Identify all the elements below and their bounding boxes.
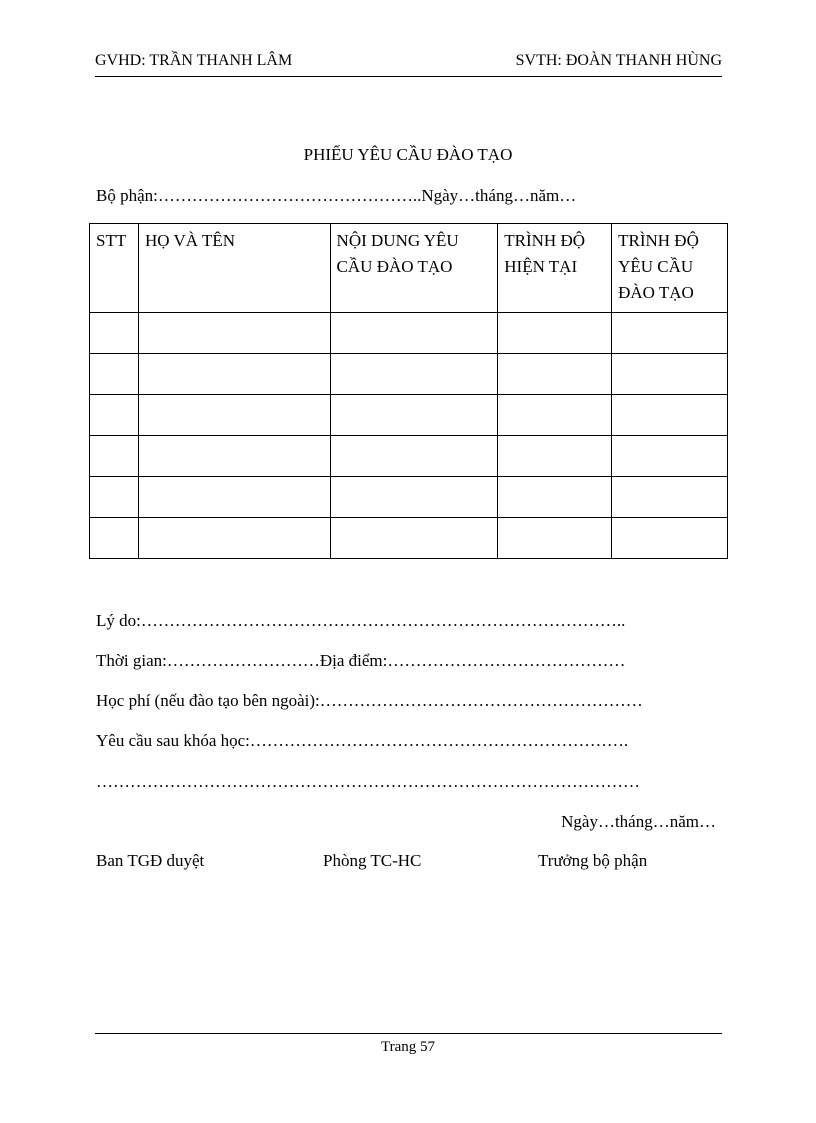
- table-cell[interactable]: [90, 477, 139, 518]
- table-cell[interactable]: [90, 313, 139, 354]
- table-header-row: [90, 224, 728, 313]
- table-cell[interactable]: [138, 313, 330, 354]
- table-row: [90, 436, 728, 477]
- post-course-requirement-field: Yêu cầu sau khóa học:………………………………………………………….: [96, 731, 629, 750]
- table-cell[interactable]: [612, 518, 728, 559]
- table-cell[interactable]: [612, 354, 728, 395]
- continuation-line: ……………………………………………………………………………………: [96, 772, 640, 791]
- department-date-line: Bộ phận:………………………………………..Ngày…tháng…năm…: [96, 186, 577, 205]
- table-cell[interactable]: [138, 518, 330, 559]
- signature-department-head: Trưởng bộ phận: [538, 851, 648, 870]
- table-cell[interactable]: [90, 436, 139, 477]
- table-cell[interactable]: [330, 518, 498, 559]
- header-student: SVTH: ĐOÀN THANH HÙNG: [515, 52, 722, 69]
- training-request-table: [89, 223, 728, 559]
- table-cell[interactable]: [138, 436, 330, 477]
- form-title: PHIẾU YÊU CẦU ĐÀO TẠO: [303, 145, 513, 164]
- table-cell[interactable]: [498, 354, 612, 395]
- table-cell[interactable]: [612, 395, 728, 436]
- table-cell[interactable]: [330, 395, 498, 436]
- table-cell[interactable]: [90, 354, 139, 395]
- table-row: [90, 518, 728, 559]
- header-instructor: GVHD: TRẦN THANH LÂM: [95, 52, 293, 69]
- table-cell[interactable]: [330, 354, 498, 395]
- table-cell[interactable]: [330, 436, 498, 477]
- reason-field: Lý do:…………………………………………………………………………..: [96, 611, 626, 630]
- table-cell[interactable]: [612, 436, 728, 477]
- table-row: [90, 313, 728, 354]
- column-header-stt: STT: [90, 224, 139, 313]
- table-cell[interactable]: [330, 313, 498, 354]
- signature-board: Ban TGĐ duyệt: [96, 851, 205, 870]
- column-header-required-level: TRÌNH ĐỘ YÊU CẦU ĐÀO TẠO: [612, 224, 728, 313]
- fee-field: Học phí (nếu đào tạo bên ngoài):…………………………………………………: [96, 691, 643, 710]
- signature-date-line: Ngày…tháng…năm…: [561, 812, 716, 831]
- table-cell[interactable]: [498, 518, 612, 559]
- table-row: [90, 395, 728, 436]
- table-row: [90, 477, 728, 518]
- table-body: [90, 313, 728, 559]
- table-cell[interactable]: [612, 313, 728, 354]
- page-number: Trang 57: [380, 1039, 436, 1055]
- table-cell[interactable]: [498, 395, 612, 436]
- column-header-content: NỘI DUNG YÊU CẦU ĐÀO TẠO: [330, 224, 498, 313]
- table-cell[interactable]: [90, 395, 139, 436]
- table-cell[interactable]: [498, 313, 612, 354]
- table-cell[interactable]: [138, 395, 330, 436]
- table-row: [90, 354, 728, 395]
- table-cell[interactable]: [90, 518, 139, 559]
- column-header-current-level: TRÌNH ĐỘ HIỆN TẠI: [498, 224, 612, 313]
- table-cell[interactable]: [612, 477, 728, 518]
- table-cell[interactable]: [498, 477, 612, 518]
- column-header-name: HỌ VÀ TÊN: [138, 224, 330, 313]
- table-cell[interactable]: [138, 354, 330, 395]
- footer-rule: [95, 1033, 722, 1034]
- page-header: [95, 52, 722, 77]
- table-cell[interactable]: [498, 436, 612, 477]
- table-cell[interactable]: [138, 477, 330, 518]
- table-cell[interactable]: [330, 477, 498, 518]
- time-place-field: Thời gian:………………………Địa điểm:……………………………………: [96, 651, 626, 670]
- signature-hr: Phòng TC-HC: [323, 851, 422, 870]
